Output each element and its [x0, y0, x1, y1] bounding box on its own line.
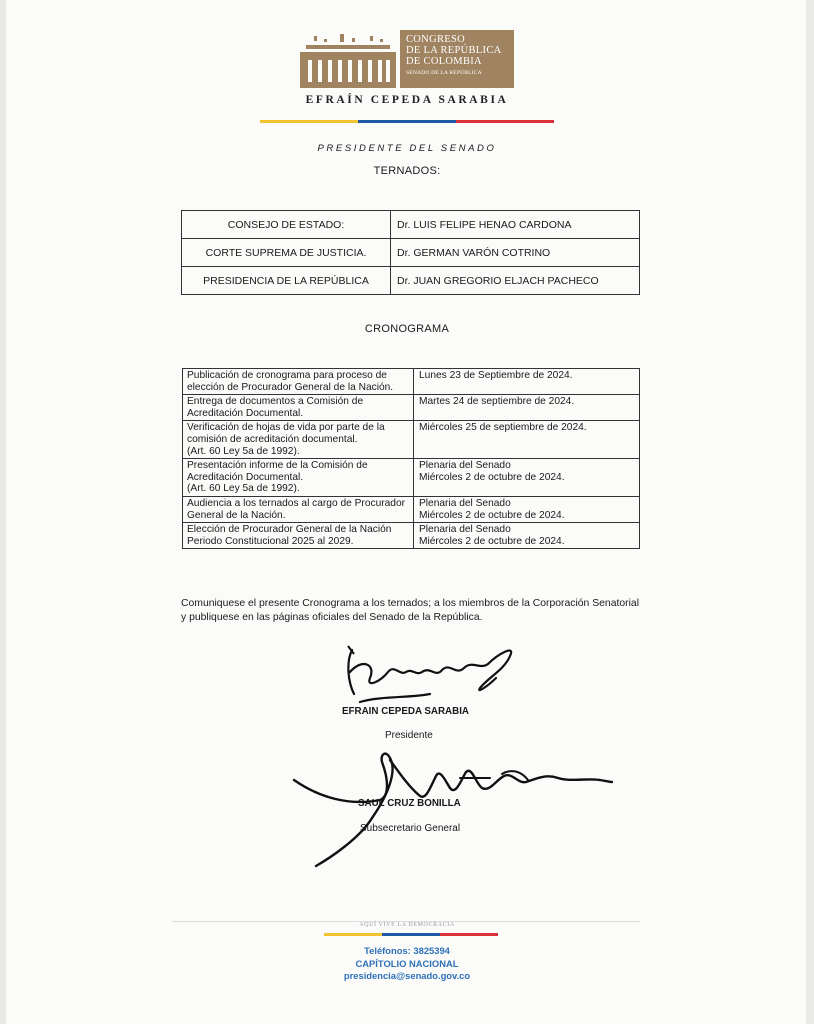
president-signature: [340, 642, 530, 712]
table-row: [183, 459, 640, 497]
date-cell: [414, 395, 640, 421]
activity-cell: [183, 459, 414, 497]
footer-email[interactable]: presidencia@senado.gov.co: [343, 970, 471, 981]
candidate-cell: Dr. LUIS FELIPE HENAO CARDONA: [391, 211, 640, 239]
logo-line: DE LA REPÚBLICA: [406, 45, 502, 56]
logo-line: CONGRESO: [406, 34, 465, 45]
ternados-heading: TERNADOS:: [373, 165, 441, 177]
cell-line: Miércoles 2 de octubre de 2024.: [419, 509, 565, 521]
cell-line: Martes 24 de septiembre de 2024.: [419, 396, 575, 408]
date-cell: [414, 459, 640, 497]
cell-line: Verificación de hojas de vida por parte de la: [187, 422, 385, 434]
table-row: [183, 395, 640, 421]
activity-cell: [183, 369, 414, 395]
cell-line: Acreditación Documental.: [187, 471, 304, 483]
footer-place: CAPÍTOLIO NACIONAL: [355, 957, 459, 969]
capitol-building-icon: [300, 30, 396, 88]
cell-line: Plenaria del Senado: [419, 497, 511, 509]
letterhead-name: EFRAÍN CEPEDA SARABIA: [305, 94, 509, 106]
activity-cell: [183, 496, 414, 522]
table-row: [182, 239, 640, 267]
cell-line: (Art. 60 Ley 5a de 1992).: [187, 445, 300, 457]
cell-line: Periodo Constitucional 2025 al 2029.: [187, 535, 354, 547]
flag-stripe: [260, 120, 554, 123]
cell-line: comisión de acreditación documental.: [187, 433, 358, 445]
date-cell: [414, 421, 640, 459]
table-row: [182, 267, 640, 295]
cell-line: Publicación de cronograma para proceso de: [187, 370, 387, 381]
signer-role: Subsecretario General: [360, 823, 461, 834]
cell-line: Miércoles 2 de octubre de 2024.: [419, 535, 565, 547]
cell-line: elección de Procurador General de la Nación.: [187, 381, 394, 393]
cell-line: Lunes 23 de Septiembre de 2024.: [419, 370, 573, 381]
entity-cell: PRESIDENCIA DE LA REPÚBLICA: [182, 267, 391, 295]
footer-contact: [0, 945, 814, 983]
date-cell: [414, 369, 640, 395]
date-cell: [414, 496, 640, 522]
activity-cell: [183, 523, 414, 549]
cell-line: Miércoles 25 de septiembre de 2024.: [419, 422, 587, 434]
congress-logo: [300, 30, 514, 88]
table-row: [183, 496, 640, 522]
cell-line: Entrega de documentos a Comisión de: [187, 396, 364, 408]
cronograma-table: [182, 368, 640, 549]
flag-stripe: [324, 933, 498, 936]
cell-line: Acreditación Documental.: [187, 407, 304, 419]
table-row: [182, 211, 640, 239]
cell-line: Audiencia a los ternados al cargo de Procurador: [187, 497, 406, 509]
table-row: [183, 421, 640, 459]
logo-text-box: [400, 30, 514, 88]
signer-role: Presidente: [385, 730, 433, 741]
cell-line: Plenaria del Senado: [419, 524, 511, 536]
candidate-cell: Dr. GERMAN VARÓN COTRINO: [391, 239, 640, 267]
signer-name: EFRAIN CEPEDA SARABIA: [342, 706, 470, 717]
activity-cell: [183, 421, 414, 459]
table-row: [183, 369, 640, 395]
footer-motto: AQUÍ VIVE LA DEMOCRACIA: [359, 922, 455, 928]
date-cell: [414, 523, 640, 549]
table-row: [183, 523, 640, 549]
activity-cell: [183, 395, 414, 421]
footer-phone: Teléfonos: 3825394: [364, 945, 450, 956]
cell-line: Elección de Procurador General de la Nación: [187, 524, 392, 536]
cell-line: Plenaria del Senado: [419, 460, 511, 472]
letterhead-title: PRESIDENTE DEL SENADO: [317, 143, 497, 154]
entity-cell: CORTE SUPREMA DE JUSTICIA.: [182, 239, 391, 267]
cell-line: (Art. 60 Ley 5a de 1992).: [187, 483, 300, 495]
notice-paragraph: Comuniquese el presente Cronograma a los ternados; a los miembros de la Corporación Senatorial y publiquese en las páginas oficiales del Senado de la República.: [181, 598, 640, 623]
logo-line: DE COLOMBIA: [406, 56, 482, 67]
logo-line: SENADO DE LA REPÚBLICA: [406, 70, 482, 76]
entity-cell: CONSEJO DE ESTADO:: [182, 211, 391, 239]
ternados-table: [181, 210, 640, 295]
signer-name: SAUL CRUZ BONILLA: [358, 798, 461, 809]
cell-line: General de la Nación.: [187, 509, 286, 521]
cronograma-heading: CRONOGRAMA: [364, 323, 450, 335]
cell-line: Miércoles 2 de octubre de 2024.: [419, 471, 565, 483]
cell-line: Presentación informe de la Comisión de: [187, 460, 368, 472]
candidate-cell: Dr. JUAN GREGORIO ELJACH PACHECO: [391, 267, 640, 295]
